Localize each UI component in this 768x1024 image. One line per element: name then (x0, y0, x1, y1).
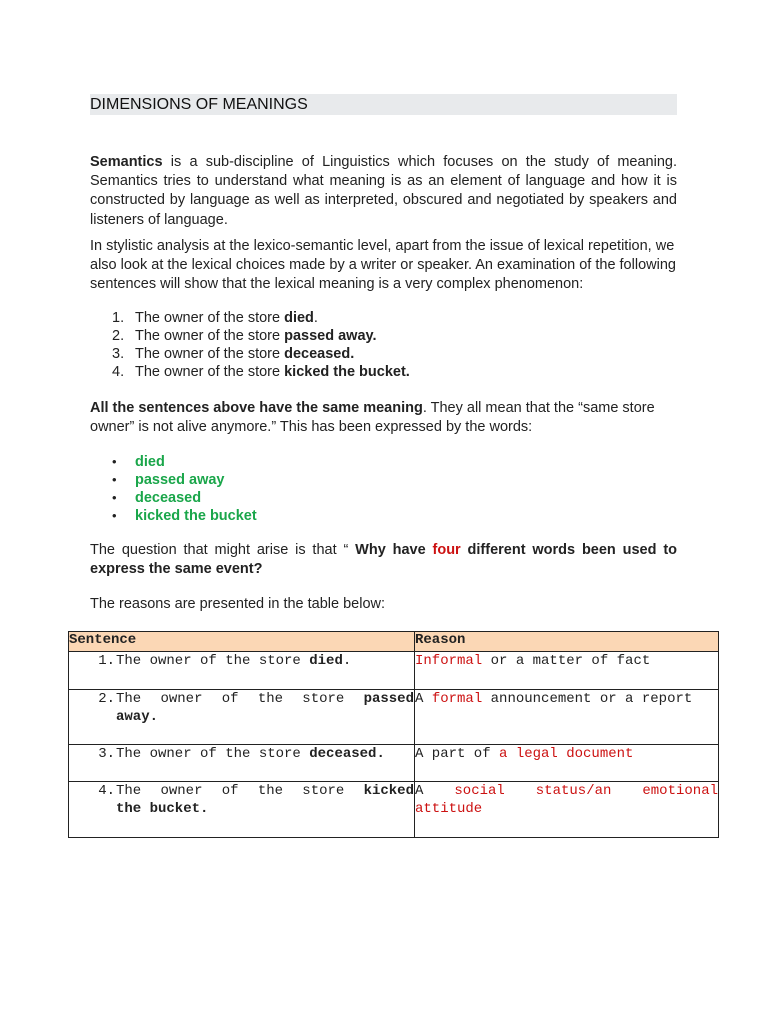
table-intro-paragraph: The reasons are presented in the table below: (90, 596, 386, 612)
table-row (69, 745, 719, 782)
intro-text: is a sub-discipline of Linguistics which focuses on the study of meaning. Semantics tries to understand what meaning is as an element of language and how it is constructed by language as well as interpreted, obscured and negotiated by speakers and listeners of language. (90, 154, 677, 228)
cell-suffix: . (342, 653, 352, 669)
reason-text-cont: announcement or a report (482, 691, 693, 707)
reason-cell (415, 745, 719, 782)
sentence-key-phrase: deceased. (284, 346, 355, 362)
cell-key-phrase-cont: away. (116, 708, 159, 725)
header-reason: Reason (415, 632, 719, 652)
cell-text: The owner of the store (116, 783, 364, 799)
sentence-item (112, 363, 410, 381)
cell-text: The owner of the store (116, 746, 310, 762)
list-number: 2. (112, 328, 125, 344)
word-text: deceased (135, 490, 202, 506)
cell-key-phrase: deceased. (309, 746, 385, 762)
bullet-icon: • (112, 454, 117, 469)
bullet-icon: • (112, 490, 117, 505)
word-item (112, 507, 257, 525)
word-item (112, 453, 257, 471)
word-text: passed away (135, 472, 225, 488)
sentence-text: The owner of the store (135, 364, 285, 380)
sentence-text: The owner of the store (135, 346, 285, 362)
question-paragraph (90, 541, 677, 579)
table-row (69, 652, 719, 690)
reason-highlight-cont: attitude (415, 800, 483, 817)
question-bold-2: different words been used to express the same event? (90, 542, 678, 578)
sentence-text: The owner of the store (135, 310, 285, 326)
intro-paragraph (90, 153, 677, 230)
word-item (112, 471, 257, 489)
sentence-list (112, 309, 410, 381)
reason-highlight: formal (431, 691, 483, 707)
cell-key-phrase: passed (363, 691, 414, 707)
sentence-suffix: . (313, 310, 318, 326)
reason-text: or a matter of fact (482, 653, 651, 669)
header-sentence: Sentence (69, 632, 415, 652)
reason-text: A (415, 783, 455, 799)
row-number: 1. (98, 653, 115, 669)
question-prefix: The question that might arise is that “ (90, 542, 356, 558)
analysis-paragraph: In stylistic analysis at the lexico-semantic level, apart from the issue of lexical repetition, we also look at the lexical choices made by a writer or speaker. An examination of the following sentences will show that the lexical meaning is a very complex phenomenon: (90, 238, 676, 293)
sentence-key-phrase: kicked the bucket. (284, 364, 410, 380)
table-row (69, 782, 719, 838)
reason-highlight: a legal document (499, 746, 634, 762)
reason-cell (415, 690, 719, 745)
intro-bold-term: Semantics (90, 154, 163, 170)
row-number: 4. (98, 783, 115, 799)
list-number: 3. (112, 346, 125, 362)
list-number: 4. (112, 364, 125, 380)
sentence-key-phrase: died (284, 310, 314, 326)
sentence-item (112, 309, 410, 327)
reason-text: A (415, 691, 432, 707)
same-meaning-paragraph (90, 399, 677, 437)
cell-key-phrase: died (309, 653, 343, 669)
bullet-icon: • (112, 508, 117, 523)
reason-text: A part of (415, 746, 500, 762)
sentence-cell (69, 652, 415, 690)
sentence-cell (69, 745, 415, 782)
page-title: DIMENSIONS OF MEANINGS (90, 94, 677, 115)
cell-text: The owner of the store (116, 653, 310, 669)
table-header-row (69, 632, 719, 652)
cell-key-phrase-cont: the bucket. (116, 800, 209, 817)
row-number: 2. (98, 691, 115, 707)
reason-cell (415, 652, 719, 690)
sentence-key-phrase: passed away. (284, 328, 377, 344)
reason-highlight: social status/an emotional (454, 783, 718, 799)
question-highlight: four (432, 542, 461, 558)
question-bold-1: Why have (355, 542, 433, 558)
word-item (112, 489, 257, 507)
reason-cell (415, 782, 719, 838)
sentence-cell (69, 782, 415, 838)
bullet-icon: • (112, 472, 117, 487)
cell-key-phrase: kicked (363, 783, 414, 799)
word-text: died (135, 454, 165, 470)
reasons-table (68, 631, 719, 838)
sentence-item (112, 345, 410, 363)
word-text: kicked the bucket (135, 508, 257, 524)
same-meaning-bold: All the sentences above have the same meaning (90, 400, 423, 416)
table-row (69, 690, 719, 745)
same-meaning-text: . They all mean that the “same store owner” is not alive anymore.” This has been expressed by the words: (90, 400, 655, 436)
cell-text: The owner of the store (116, 691, 364, 707)
list-number: 1. (112, 310, 125, 326)
sentence-item (112, 327, 410, 345)
row-number: 3. (98, 746, 115, 762)
word-list (112, 453, 257, 525)
sentence-cell (69, 690, 415, 745)
reason-highlight: Informal (415, 653, 483, 669)
sentence-text: The owner of the store (135, 328, 285, 344)
